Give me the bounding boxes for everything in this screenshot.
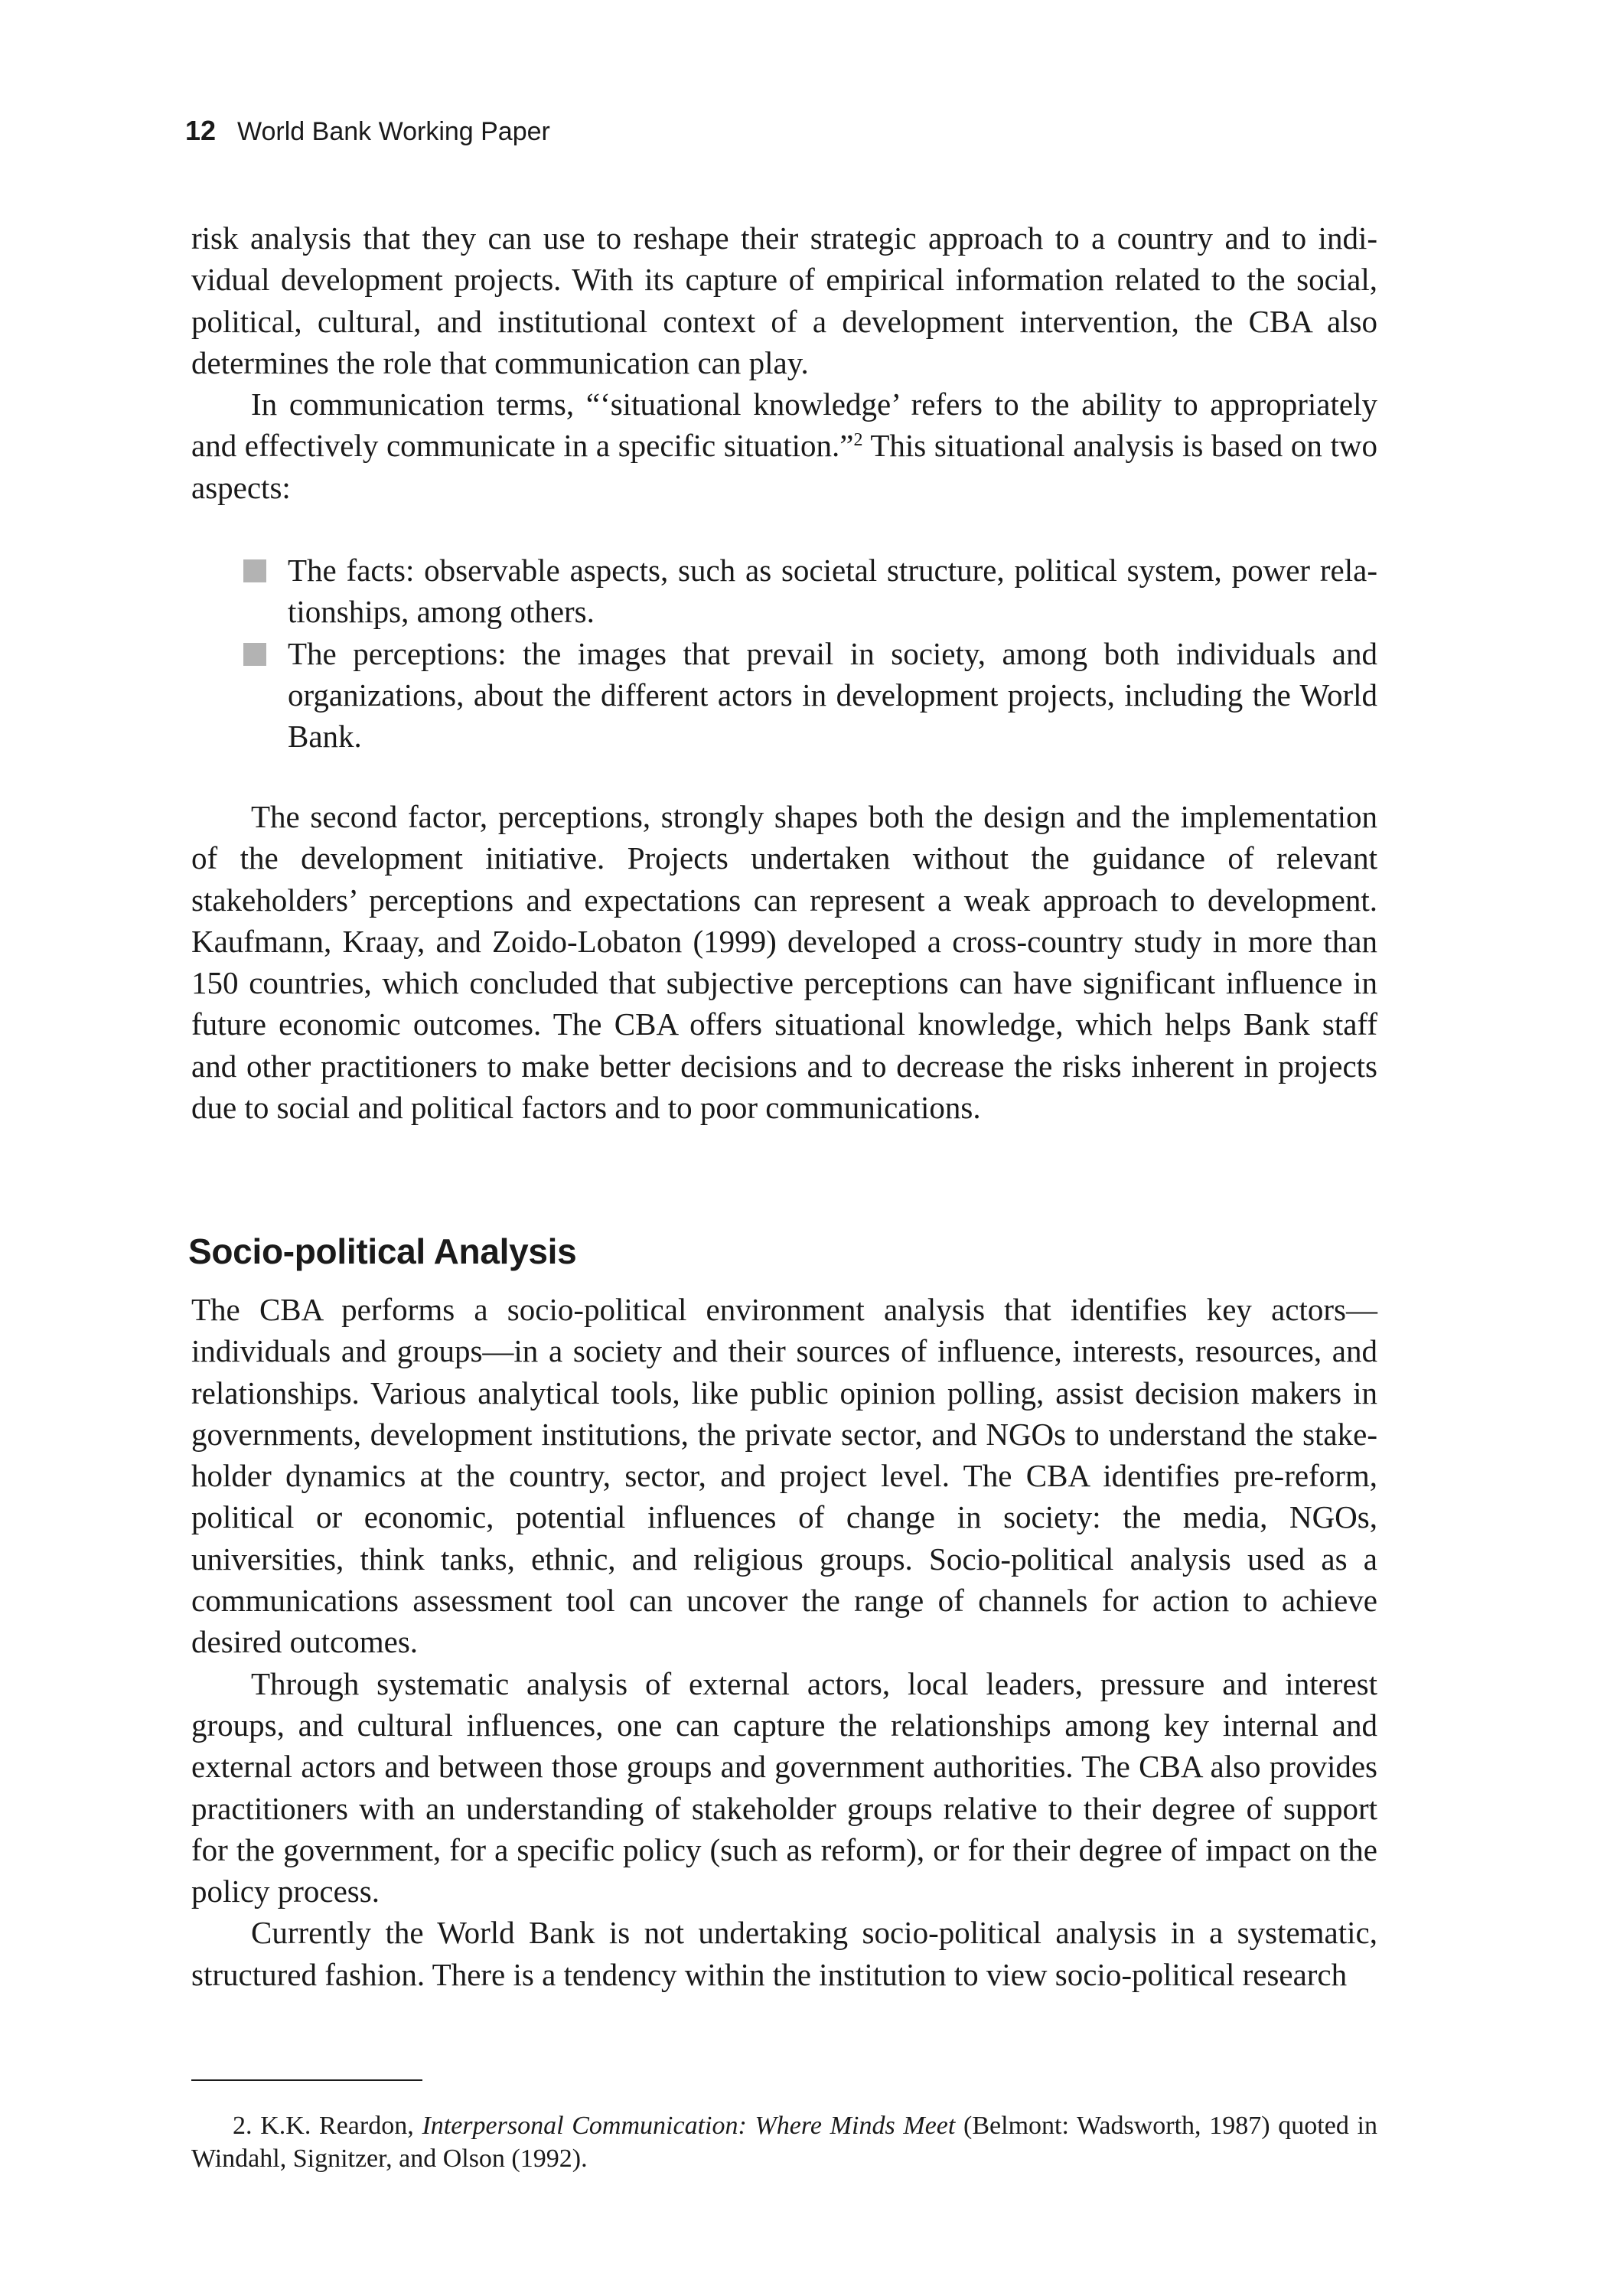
page-number: 12 xyxy=(185,115,217,146)
running-head xyxy=(185,112,550,150)
section-paragraph: Currently the World Bank is not undertaking socio-political analysis in a systematic, structured fashion. There is a tendency within the institution to view socio-political research xyxy=(191,1915,1377,1992)
footnote-book-title: Interpersonal Communication: Where Minds Meet xyxy=(422,2112,956,2140)
aspects-bullet-list xyxy=(243,550,1377,757)
paragraph-text: In communication terms, “‘situational knowledge’ refers to the ability to appropriately and effectively communicate in a specific situation.” xyxy=(191,386,1377,464)
socio-political-section xyxy=(191,1289,1377,1995)
footnote xyxy=(191,2109,1377,2175)
footnote-citation: (Belmont: Wadsworth, 1987) quoted in Windahl, Signitzer, and Olson (1992). xyxy=(191,2112,1377,2173)
square-bullet-icon xyxy=(243,559,266,582)
footnote-divider xyxy=(191,2079,422,2081)
footnote-author: K.K. Reardon, xyxy=(252,2112,422,2140)
bullet-item xyxy=(243,550,1377,633)
perceptions-section xyxy=(191,796,1377,1128)
intro-paragraph: risk analysis that they can use to reshape their strategic approach to a country and to individual development projects. With its capture of empirical information related to the social, political, cultural, and institutional context of a development intervention, the CBA also determines the role that communication can play. xyxy=(191,220,1377,380)
bullet-item xyxy=(243,633,1377,758)
section-paragraph: Through systematic analysis of external actors, local leaders, pressure and interest groups, and cultural influences, one can capture the relationships among key internal and external actors and between those groups and government authorities. The CBA also provides practitioners with an understanding of stakeholder groups relative to their degree of support for the government, for a specific policy (such as reform), or for their degree of impact on the policy process. xyxy=(191,1665,1377,1910)
square-bullet-icon xyxy=(243,643,266,666)
section-heading: Socio-political Analysis xyxy=(188,1231,577,1271)
bullet-text: The facts: observable aspects, such as societal structure, political system, power relationships, among others. xyxy=(288,553,1377,630)
situational-knowledge-paragraph xyxy=(191,383,1377,508)
bullet-text: The perceptions: the images that prevail in society, among both individuals and organizations, about the different actors in development projects, including the World Bank. xyxy=(288,635,1377,755)
running-title: World Bank Working Paper xyxy=(237,117,550,146)
paragraph-text-tail: This situational analysis is based on two aspects: xyxy=(191,428,1377,505)
perceptions-paragraph: The second factor, perceptions, strongly shapes both the design and the implementation of the development initiative. Projects undertaken without the guidance of relevant stakeholders’ perceptions and expectations can represent a weak approach to development. Kaufmann, Kraay, and Zoido-Lobaton (1999) developed a cross-country study in more than 150 countries, which concluded that subjective perceptions can have significant influence in future economic outcomes. The CBA offers situational knowledge, which helps Bank staff and other practitioners to make better decisions and to decrease the risks inherent in projects due to social and political factors and to poor communications. xyxy=(191,799,1377,1126)
footnote-reference[interactable]: 2 xyxy=(853,430,863,451)
intro-section xyxy=(191,217,1377,508)
section-paragraph: The CBA performs a socio-political environment analysis that identifies key actors—individuals and groups—in a society and their sources of influence, interests, resources, and relationships. Various analytical tools, like public opinion polling, assist decision makers in governments, development institutions, the private sector, and NGOs to understand the stakeholder dynamics at the country, sector, and project level. The CBA identifies pre-reform, political or economic, potential influences of change in society: the media, NGOs, universities, think tanks, ethnic, and religious groups. Socio-political analysis used as a communications assessment tool can uncover the range of channels for action to achieve desired outcomes. xyxy=(191,1292,1377,1660)
footnote-number: 2. xyxy=(233,2112,253,2140)
